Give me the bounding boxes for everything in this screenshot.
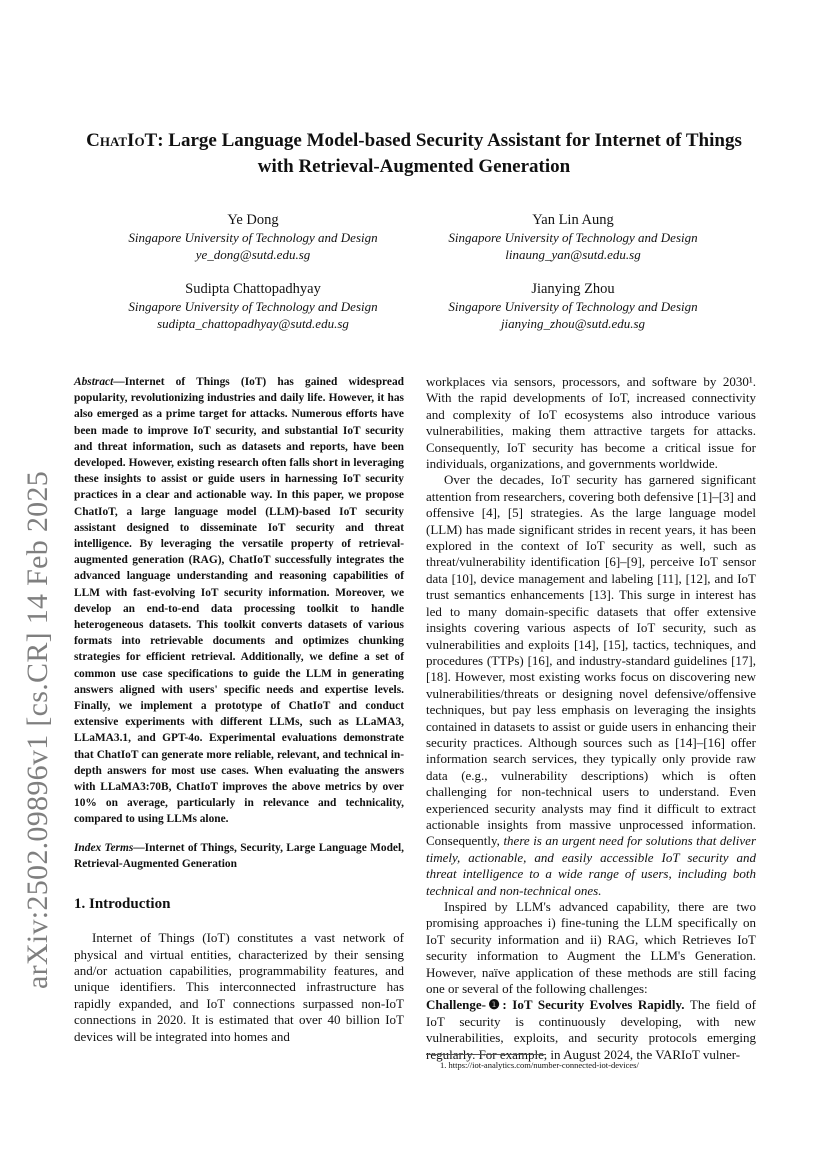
title-system-name: ChatIoT xyxy=(86,130,158,151)
section-heading: 1. Introduction xyxy=(74,896,171,913)
index-terms-text: —Internet of Things, Security, Large Language Model, Retrieval-Augmented Generation xyxy=(74,841,404,870)
author-block xyxy=(88,281,418,332)
body-paragraph xyxy=(426,472,756,899)
abstract xyxy=(74,374,404,828)
body-paragraph: Inspired by LLM's advanced capability, there are two promising approaches i) fine-tuning the LLM specifically on IoT security information and ii) RAG, which Retrieves IoT security information to Augment the LLM's Generation. However, naïve application of these methods are still facing one or several of the following challenges: xyxy=(426,899,756,997)
index-terms-lead: Index Terms xyxy=(74,841,134,854)
author-block xyxy=(88,212,418,263)
emphasis-text: there is an urgent need for solutions that deliver timely, actionable, and easily accessible IoT security and threat intelligence to a wide range of users, including both technical and non-technical ones. xyxy=(426,833,756,898)
author-name: Jianying Zhou xyxy=(531,281,615,297)
right-column xyxy=(426,374,756,1063)
author-affiliation: Singapore University of Technology and Design xyxy=(448,230,698,245)
author-name: Yan Lin Aung xyxy=(532,212,614,228)
title-line1-rest: : Large Language Model-based Security Assistant for Internet of Things xyxy=(157,130,742,151)
challenge-label: Challenge-❶: IoT Security Evolves Rapidly. xyxy=(426,997,685,1013)
body-paragraph: workplaces via sensors, processors, and software by 2030¹. With the rapid developments of IoT, increased connectivity and complexity of IoT ecosystems also introduce various vulnerabilities, making them attractive targets for attacks. Consequently, IoT security has become a critical issue for individuals, organizations, and governments worldwide. xyxy=(426,374,756,472)
author-block xyxy=(408,212,738,263)
index-terms xyxy=(74,840,404,872)
footnote-divider xyxy=(426,1054,546,1055)
author-affiliation: Singapore University of Technology and Design xyxy=(448,299,698,314)
abstract-text: —Internet of Things (IoT) has gained widespread popularity, revolutionizing industries and daily life. However, it has also emerged as a prime target for attacks. Numerous efforts have been made to improve IoT security, and substantial IoT security and threat information, such as datasets and reports, have been developed. However, existing research often falls short in leveraging these insights to assist or guide users in harnessing IoT security practices in a clear and actionable way. In this paper, we propose ChatIoT, a large language model (LLM)-based IoT security assistant designed to disseminate IoT security and threat intelligence. By leveraging the versatile property of retrieval-augmented generation (RAG), ChatIoT successfully integrates the advanced language understanding and reasoning capabilities of LLM with fast-evolving IoT security information. Moreover, we develop an end-to-end data processing toolkit to handle heterogeneous datasets. This toolkit converts datasets of various formats into retrievable documents and optimizes chunking strategies for efficient retrieval. Additionally, we define a set of common use case specifications to guide the LLM in generating answers aligned with users' specific needs and expertise levels. Finally, we implement a prototype of ChatIoT and conduct extensive experiments with different LLMs, such as LLaMA3, LLaMA3.1, and GPT-4o. Experimental evaluations demonstrate that ChatIoT can generate more reliable, relevant, and technical in-depth answers for most use cases. When evaluating the answers with LLaMA3:70B, ChatIoT improves the above metrics by over 10% on average, particularly in relevance and technicality, compared to using LLMs alone. xyxy=(74,376,404,826)
author-affiliation: Singapore University of Technology and Design xyxy=(128,230,378,245)
abstract-lead: Abstract xyxy=(74,376,114,388)
left-column xyxy=(74,374,404,1045)
author-block xyxy=(408,281,738,332)
intro-paragraph: Internet of Things (IoT) constitutes a vast network of physical and virtual entities, characterized by their sensing and/or actuation capabilities, programmability features, and unique identifiers. This interconnected infrastructure has rapidly expanded, and IoT connections surpassed non-IoT connections in 2020. It is estimated that over 40 billion IoT devices will be integrated into homes and xyxy=(74,930,404,1044)
author-email: sudipta_chattopadhyay@sutd.edu.sg xyxy=(157,316,349,331)
body-text: Over the decades, IoT security has garnered significant attention from researchers, covering both defensive [1]–[3] and offensive [4], [5] strategies. As the large language model (LLM) has made significant strides in recent years, it has been explored in the context of IoT security as well, such as threat/vulnerability identification [6]–[9], perceive IoT sensor data [10], device management and labeling [11], [12], and IoT trust semantics enhancements [13]. This surge in interest has led to many domain-specific datasets that offer extensive insights covering various aspects of IoT security, such as vulnerabilities and exploits [14], [15], tactics, techniques, and procedures (TTPs) [16], and industry-standard guidelines [17], [18]. However, most existing works focus on discovering new vulnerabilities/threats or designing novel defensive/offensive techniques, but pay less emphasis on leveraging the insights contained in datasets to assist or guide users in enhancing their security practices. Although sources such as [14]–[16] offer information search services, they typically only provide raw data (e.g., vulnerability descriptions) which is often challenging for non-technical users to understand. Even experienced security analysts may find it difficult to extract actionable insights from massive unprocessed information. Consequently, xyxy=(426,472,756,849)
challenge-text: The field of IoT security is continuously developing, with new vulnerabilities, exploits, and security protocols emerging regularly. For example, in August 2024, the VARIoT vulner- xyxy=(426,997,756,1062)
author-affiliation: Singapore University of Technology and Design xyxy=(128,299,378,314)
author-email: ye_dong@sutd.edu.sg xyxy=(195,247,311,262)
author-name: Ye Dong xyxy=(227,212,279,228)
footnote: 1. https://iot-analytics.com/number-connected-iot-devices/ xyxy=(440,1060,639,1070)
author-name: Sudipta Chattopadhyay xyxy=(185,281,321,297)
paper-title xyxy=(60,128,768,180)
title-line2: with Retrieval-Augmented Generation xyxy=(257,156,571,177)
author-email: jianying_zhou@sutd.edu.sg xyxy=(500,316,646,331)
paper-page: arXiv:2502.09896v1 [cs.CR] 14 Feb 2025 ChatIoT: Large Language Model-based Security Assistant for Internet of Things with Retrieval-Augmented Generation Ye Dong Singapore University of Technology and Design ye_dong@sutd.edu.sg Yan Lin Aung Singapore University of Technology and Design linaung_yan@sutd.edu.sg Sudipta Chattopadhyay Singapore University of Technology and Design sudipta_chattopadhyay@sutd.edu.sg Jianying Zhou Singapore University of Technology and Design jianying_zhou@sutd.edu.sg Abstract—Internet of Things (IoT) has gained widespread popularity, revolutionizing industries and daily life. However, it has also emerged as a prime target for attacks. Numerous efforts have been made to improve IoT security, and substantial IoT security and threat information, such as datasets and reports, have been developed. However, existing research often falls short in leveraging these insights to assist or guide users in harnessing IoT security practices in a clear and actionable way. In this paper, we propose ChatIoT, a large language model (LLM)-based IoT security assistant designed to disseminate IoT security and threat intelligence. By leveraging the versatile property of retrieval-augmented generation (RAG), ChatIoT successfully integrates the advanced language understanding and reasoning capabilities of LLM with fast-evolving IoT security information. Moreover, we develop an end-to-end data processing toolkit to handle heterogeneous datasets. This toolkit converts datasets of various formats into retrievable documents and optimizes chunking strategies for efficient retrieval. Additionally, we define a set of common use case specifications to guide the LLM in generating answers aligned with users' specific needs and expertise levels. Finally, we implement a prototype of ChatIoT and conduct extensive experiments with different LLMs, such as LLaMA3, LLaMA3.1, and GPT-4o. Experimental evaluations demonstrate that ChatIoT can generate more reliable, relevant, and technical in-depth answers for most use cases. When evaluating the answers with LLaMA3:70B, ChatIoT improves the above metrics by over 10% on average, particularly in relevance and technicality, compared to using LLMs alone. Index Terms—Internet of Things, Security, Large Language Model, Retrieval-Augmented Generation 1. Introduction Internet of Things (IoT) constitutes a vast network of physical and virtual entities, characterized by their sensing and/or actuation capabilities, programmability features, and unique identifiers. This interconnected infrastructure has rapidly expanded, and IoT connections surpassed non-IoT connections in 2020. It is estimated that over 40 billion IoT devices will be integrated into homes and workplaces via sensors, processors, and software by 2030¹. With the rapid developments of IoT, increased connectivity and complexity of IoT ecosystems also introduce various vulnerabilities, making them attractive targets for attacks. Consequently, IoT security has become a critical issue for individuals, organizations, and governments worldwide. Over the decades, IoT security has garnered significant attention from researchers, covering both defensive [1]–[3] and offensive [4], [5] strategies. As the large language model (LLM) has made significant strides in recent years, it has been explored in the context of IoT security as well, such as threat/vulnerability identification [6]–[9], perceive IoT sensor data [10], device management and labeling [11], [12], and IoT trust semantics enhancements [13]. This surge in interest has led to many domain-specific datasets that offer extensive insights covering various aspects of IoT security, such as vulnerabilities and exploits [14], [15], tactics, techniques, and procedures (TTPs) [16], and industry-standard guidelines [17], [18]. However, most existing works focus on discovering new vulnerabilities/threats or designing novel defensive/offensive techniques, but pay less emphasis on leveraging the insights contained in datasets to assist or guide users in enhancing their security practices. Although sources such as [14]–[16] offer information search services, they typically only provide raw data (e.g., vulnerability descriptions) which is often challenging for non-technical users to understand. Even experienced security analysts may find it difficult to extract actionable insights from massive unprocessed information. Consequently, there is an urgent need for solutions that deliver timely, actionable, and easily accessible IoT security and threat intelligence to a wide range of users, including both technical and non-technical ones. Inspired by LLM's advanced capability, there are two promising approaches i) fine-tuning the LLM specifically on IoT security information and ii) RAG, which Retrieves IoT security information to Augment the LLM's Generation. However, naïve application of these methods are still facing one or several of the following challenges: Challenge-❶: IoT Security Evolves Rapidly. The field of IoT security is continuously developing, with new vulnerabilities, exploits, and security protocols emerging regularly. For example, in August 2024, the VARIoT vulner- 1. https://iot-analytics.com/number-connected-iot-devices/ xyxy=(0,0,828,1171)
author-email: linaung_yan@sutd.edu.sg xyxy=(505,247,641,262)
